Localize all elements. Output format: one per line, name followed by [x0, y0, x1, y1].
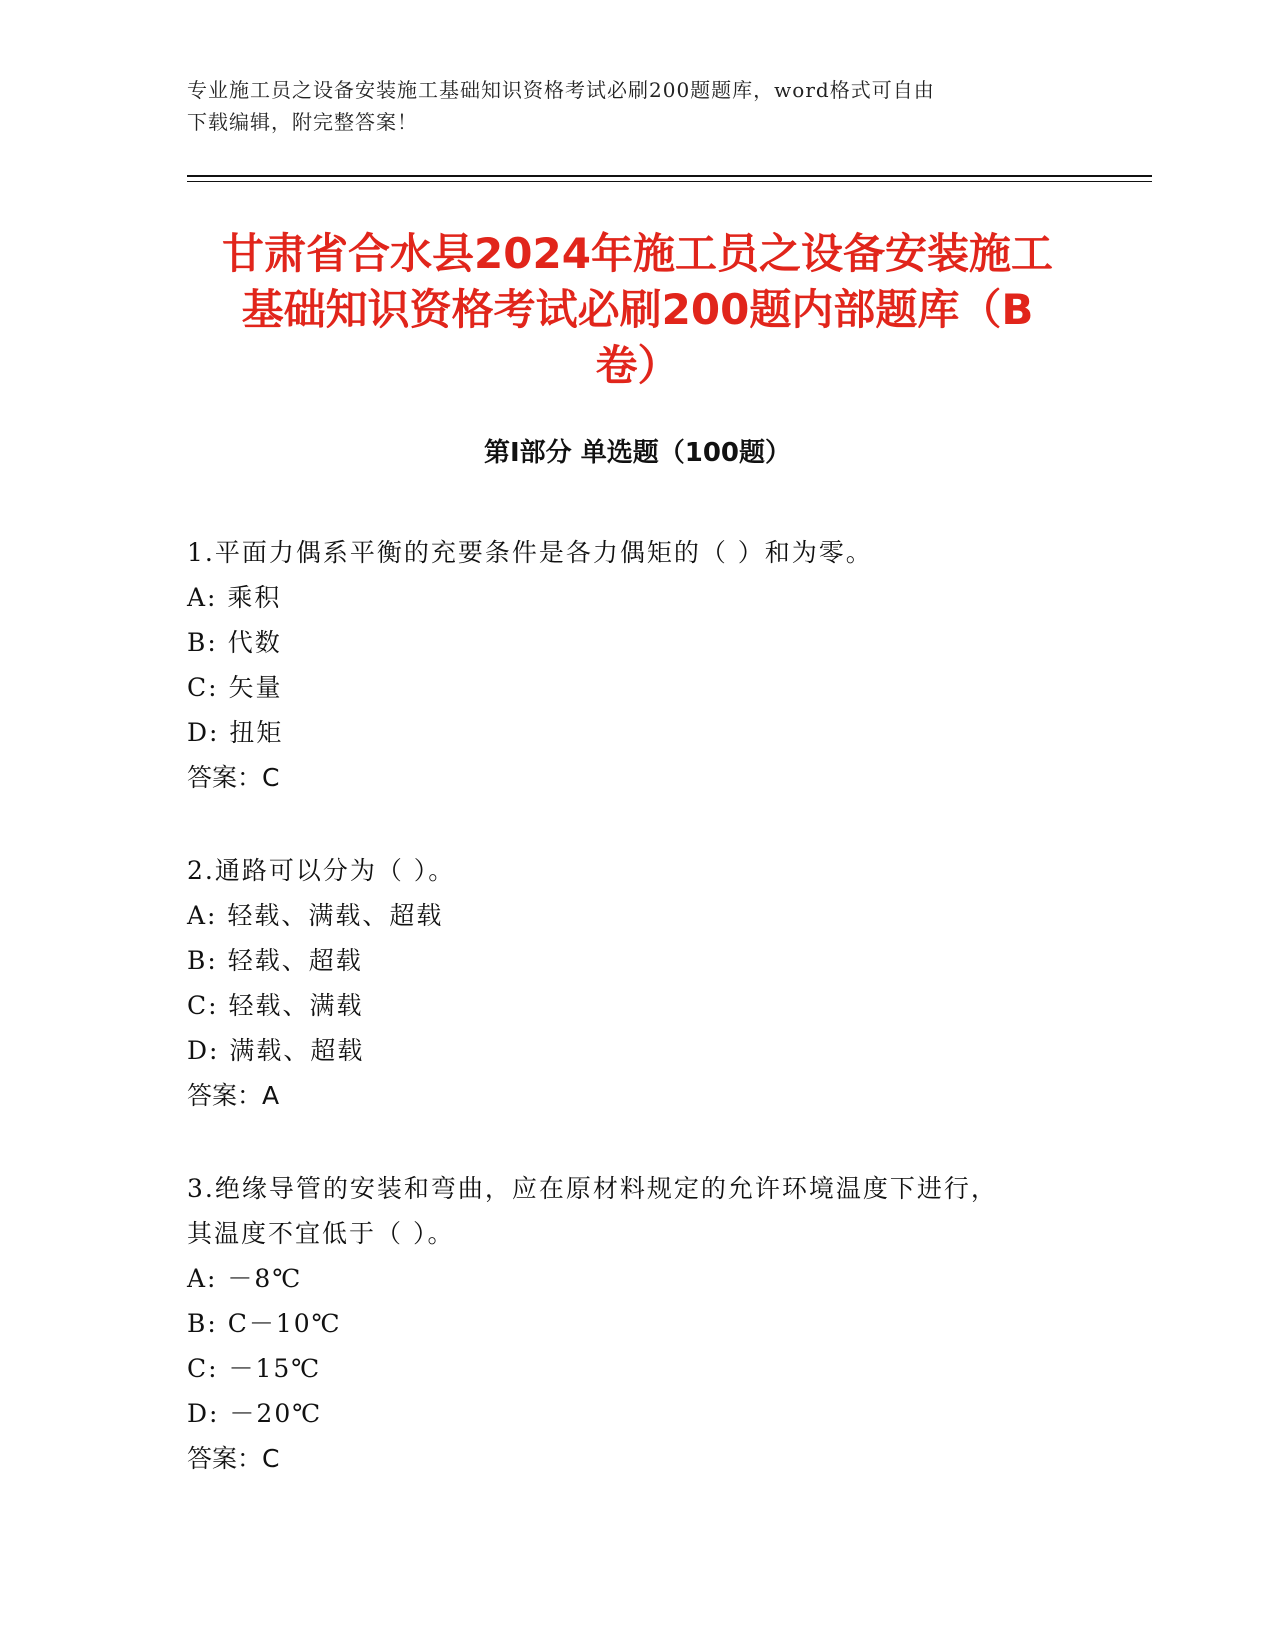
- section-heading: 第Ⅰ部分 单选题（100题）: [484, 438, 791, 468]
- option-c: C: 矢量: [187, 673, 283, 702]
- question-text: 1.平面力偶系平衡的充要条件是各力偶矩的（ ）和为零。: [187, 538, 873, 567]
- option-a: A: 乘积: [187, 583, 282, 612]
- option-a: A: 轻载、满载、超载: [187, 901, 444, 930]
- option-d: D: 满载、超载: [187, 1036, 365, 1065]
- option-b: B: 代数: [187, 628, 282, 657]
- option-c: C: 轻载、满载: [187, 991, 364, 1020]
- document-title: [150, 226, 1125, 394]
- option-a: A: －8℃: [187, 1264, 303, 1293]
- question-list: [187, 530, 1087, 1529]
- question-1: [187, 530, 1087, 800]
- title-line-3: 卷）: [595, 341, 680, 390]
- answer: 答案：A: [187, 1081, 280, 1110]
- option-b: B: C－10℃: [187, 1309, 342, 1338]
- option-d: D: －20℃: [187, 1399, 323, 1428]
- header-divider-thick: [187, 175, 1152, 177]
- question-2: [187, 848, 1087, 1118]
- header-note: [187, 74, 1087, 138]
- option-c: C: －15℃: [187, 1354, 322, 1383]
- option-d: D: 扭矩: [187, 718, 284, 747]
- question-3: [187, 1166, 1087, 1481]
- header-note-line-1: 专业施工员之设备安装施工基础知识资格考试必刷200题题库，word格式可自由: [187, 78, 935, 102]
- header-divider-thin: [187, 181, 1152, 182]
- title-line-2: 基础知识资格考试必刷200题内部题库（B: [241, 285, 1034, 334]
- answer: 答案：C: [187, 763, 280, 792]
- option-b: B: 轻载、超载: [187, 946, 363, 975]
- header-note-line-2: 下载编辑，附完整答案！: [187, 110, 418, 134]
- answer: 答案：C: [187, 1444, 280, 1473]
- question-text-line-2: 其温度不宜低于（ ）。: [187, 1219, 455, 1248]
- title-line-1: 甘肃省合水县2024年施工员之设备安装施工: [222, 229, 1053, 278]
- question-text: 2.通路可以分为（ ）。: [187, 856, 456, 885]
- question-text-line-1: 3.绝缘导管的安装和弯曲，应在原材料规定的允许环境温度下进行，: [187, 1174, 998, 1203]
